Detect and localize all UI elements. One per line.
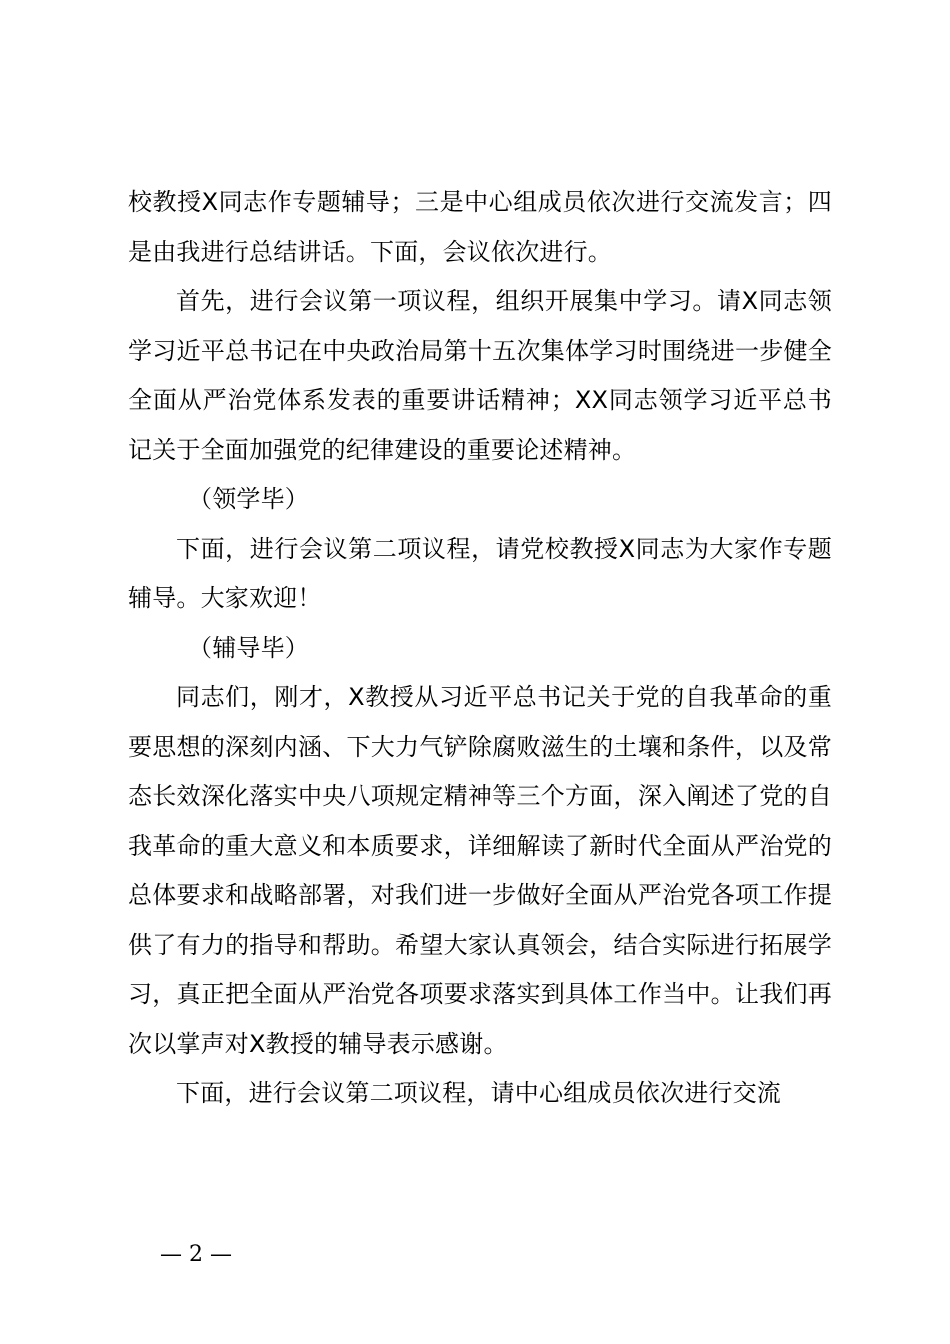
paragraph-next-agenda: 下面，进行会议第二项议程，请中心组成员依次进行交流 — [176, 1079, 781, 1107]
note-tutoring-done: （辅导毕） — [188, 633, 309, 662]
paragraph-continuation: 校教授X同志作专题辅导；三是中心组成员依次进行交流发言；四是由我进行总结讲话。下面，会议依次进行。 — [128, 188, 832, 266]
note-lead-study-done: （领学毕） — [188, 485, 309, 513]
paragraph-second-agenda: 下面，进行会议第二项议程，请党校教授X同志为大家作专题辅导。大家欢迎！ — [128, 534, 832, 612]
paragraph-summary: 同志们，刚才，X教授从习近平总书记关于党的自我革命的重要思想的深刻内涵、下大力气铲除腐败滋生的土壤和条件，以及常态长效深化落实中央八项规定精神等三个方面，深入阐述了党的自我革命的重大意义和本质要求，详细解读了新时代全面从严治党的总体要求和战略部署，对我们进一步做好全面从严治党各项工作提供了有力的指导和帮助。希望大家认真领会，结合实际进行拓展学习，真正把全面从严治党各项要求落实到具体工作当中。让我们再次以掌声对X教授的辅导表示感谢。 — [128, 683, 832, 1058]
page-number: — 2 — — [160, 1242, 232, 1267]
paragraph-first-agenda: 首先，进行会议第一项议程，组织开展集中学习。请X同志领学习近平总书记在中央政治局第十五次集体学习时围绕进一步健全全面从严治党体系发表的重要讲话精神；XX同志领学习近平总书记关于全面加强党的纪律建设的重要论述精神。 — [128, 287, 832, 464]
document-body — [128, 178, 832, 1119]
